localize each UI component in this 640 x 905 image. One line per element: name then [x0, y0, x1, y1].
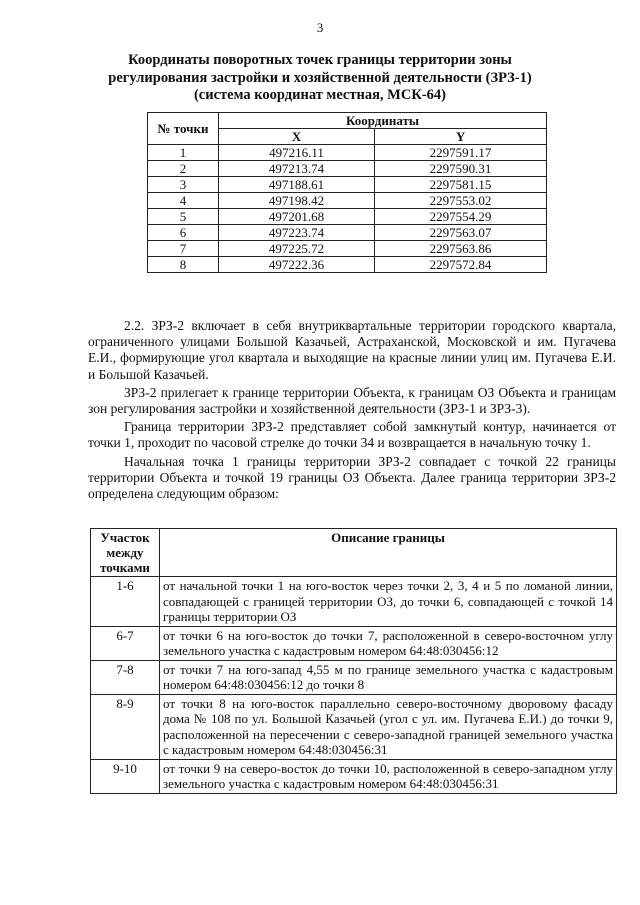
document-title [60, 52, 580, 105]
paragraph: Начальная точка 1 границы территории ЗРЗ-2 совпадает с точкой 22 границы территории Объекта и точкой 19 границы ОЗ Объекта. Далее граница территории ЗРЗ-2 определена следующим образом: [88, 453, 616, 502]
x-value: 497225.72 [219, 241, 375, 257]
y-value: 2297554.29 [375, 209, 547, 225]
y-value: 2297553.02 [375, 193, 547, 209]
y-value: 2297563.07 [375, 225, 547, 241]
table-row [148, 225, 547, 241]
table-row [148, 161, 547, 177]
point-number: 7 [148, 241, 219, 257]
table-row [148, 177, 547, 193]
title-line-1: Координаты поворотных точек границы территории зоны [128, 52, 512, 68]
x-value: 497213.74 [219, 161, 375, 177]
x-value: 497201.68 [219, 209, 375, 225]
boundary-description: от точки 9 на северо-восток до точки 10, расположенной в северо-западном углу земельного участка с кадастровым номером 64:48:030456:31 [160, 759, 617, 793]
header-segment: Участок между точками [91, 529, 160, 577]
x-value: 497216.11 [219, 145, 375, 161]
x-value: 497198.42 [219, 193, 375, 209]
coordinates-table [147, 112, 547, 273]
table-row [148, 145, 547, 161]
point-number: 6 [148, 225, 219, 241]
boundary-description: от точки 7 на юго-запад 4,55 м по границе земельного участка с кадастровым номером 64:48:030456:12 до точки 8 [160, 660, 617, 694]
table-row [91, 577, 617, 627]
y-value: 2297572.84 [375, 257, 547, 273]
x-value: 497222.36 [219, 257, 375, 273]
table-row [148, 209, 547, 225]
point-number: 2 [148, 161, 219, 177]
table-row [91, 694, 617, 759]
boundary-description-table [90, 528, 617, 794]
paragraph: Граница территории ЗРЗ-2 представляет собой замкнутый контур, начинается от точки 1, проходит по часовой стрелке до точки 34 и возвращается в начальную точку 1. [88, 419, 616, 451]
header-point-number: № точки [148, 113, 219, 145]
point-number: 8 [148, 257, 219, 273]
point-number: 4 [148, 193, 219, 209]
y-value: 2297581.15 [375, 177, 547, 193]
table-row [148, 241, 547, 257]
x-value: 497188.61 [219, 177, 375, 193]
header-description: Описание границы [160, 529, 617, 577]
y-value: 2297591.17 [375, 145, 547, 161]
segment: 1-6 [91, 577, 160, 627]
body-text [88, 318, 616, 502]
table-row [148, 193, 547, 209]
table-row [148, 257, 547, 273]
segment: 6-7 [91, 626, 160, 660]
x-value: 497223.74 [219, 225, 375, 241]
point-number: 1 [148, 145, 219, 161]
y-value: 2297590.31 [375, 161, 547, 177]
page-number: 3 [316, 20, 324, 35]
paragraph: 2.2. ЗРЗ-2 включает в себя внутриквартальные территории городского квартала, ограниченного улицами Большой Казачьей, Астраханской, Московской и им. Пугачева Е.И., формирующие угол квартала и выходящие на красные линии улиц им. Пугачева Е.И. и Большой Казачьей. [88, 318, 616, 382]
boundary-description: от начальной точки 1 на юго-восток через точки 2, 3, 4 и 5 по ломаной линии, совпадающей с границей территории ОЗ, до точки 6, совпадающей с точкой 14 границы территории ОЗ [160, 577, 617, 627]
header-coordinates: Координаты [219, 113, 547, 129]
paragraph: ЗРЗ-2 прилегает к границе территории Объекта, к границам ОЗ Объекта и границам зон регулирования застройки и хозяйственной деятельности (ЗРЗ-1 и ЗРЗ-3). [88, 384, 616, 417]
boundary-description: от точки 8 на юго-восток параллельно северо-восточному дворовому фасаду дома № 108 по ул. Большой Казачьей (угол с ул. им. Пугачева Е.И.) до точки 9, расположенной на пересечении с северо-западной границей земельного участка с кадастровым номером 64:48:030456:31 [160, 694, 617, 759]
y-value: 2297563.86 [375, 241, 547, 257]
title-line-2: регулирования застройки и хозяйственной деятельности (ЗРЗ-1) [108, 69, 532, 86]
point-number: 3 [148, 177, 219, 193]
title-line-3: (система координат местная, МСК-64) [193, 87, 447, 103]
table-row [91, 759, 617, 793]
segment: 9-10 [91, 759, 160, 793]
segment: 7-8 [91, 660, 160, 694]
header-x: X [219, 129, 375, 145]
segment: 8-9 [91, 694, 160, 759]
point-number: 5 [148, 209, 219, 225]
table-row [91, 660, 617, 694]
header-y: Y [375, 129, 547, 145]
boundary-description: от точки 6 на юго-восток до точки 7, расположенной в северо-восточном углу земельного участка с кадастровым номером 64:48:030456:12 [160, 626, 617, 660]
table-row [91, 626, 617, 660]
